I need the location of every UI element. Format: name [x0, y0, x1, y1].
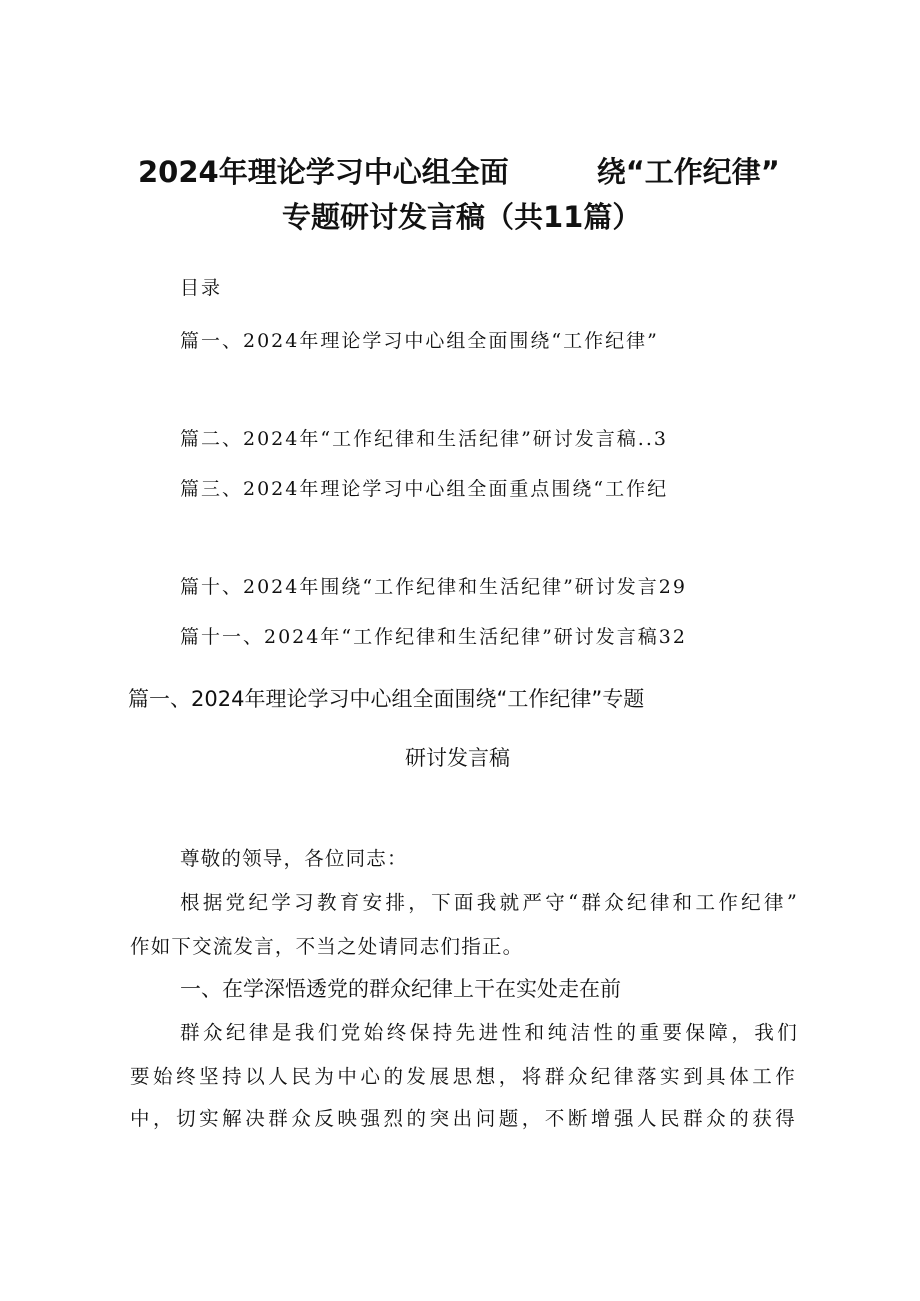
- salutation: 尊敬的领导，各位同志：: [180, 847, 408, 870]
- toc-heading: 目录: [180, 277, 223, 299]
- section-title-line-2: 研讨发言稿: [405, 746, 510, 770]
- toc-entry-10[interactable]: 篇十、2024年围绕“工作纪律和生活纪律”研讨发言29: [180, 576, 687, 598]
- toc-entry-1[interactable]: 篇一、2024年理论学习中心组全面围绕“工作纪律”: [180, 330, 659, 352]
- paragraph-2-line-2: 要始终坚持以人民为中心的发展思想，将群众纪律落实到具体工作: [130, 1065, 796, 1088]
- paragraph-2-line-3: 中，切实解决群众反映强烈的突出问题，不断增强人民群众的获得: [130, 1107, 796, 1130]
- toc-entry-11[interactable]: 篇十一、2024年“工作纪律和生活纪律”研讨发言稿32: [180, 626, 687, 648]
- section-title-line-1: 篇一、2024年理论学习中心组全面围绕“工作纪律”专题: [128, 687, 645, 711]
- paragraph-2-line-1: 群众纪律是我们党始终保持先进性和纯洁性的重要保障，我们: [180, 1021, 798, 1044]
- toc-entry-3[interactable]: 篇三、2024年理论学习中心组全面重点围绕“工作纪: [180, 478, 669, 500]
- paragraph-1-line-2: 作如下交流发言，不当之处请同志们指正。: [130, 935, 524, 958]
- toc-entry-2[interactable]: 篇二、2024年“工作纪律和生活纪律”研讨发言稿..3: [180, 428, 668, 450]
- paragraph-1-line-1: 根据党纪学习教育安排，下面我就严守“群众纪律和工作纪律”: [180, 891, 798, 914]
- document-title-line-2: 专题研讨发言稿（共11篇）: [282, 200, 642, 234]
- document-title-line-1: [138, 150, 780, 191]
- title-part-2: 绕“工作纪律”: [596, 155, 780, 189]
- title-part-1: 2024年理论学习中心组全面: [138, 155, 509, 189]
- section-heading-1: 一、在学深悟透党的群众纪律上干在实处走在前: [180, 977, 621, 1001]
